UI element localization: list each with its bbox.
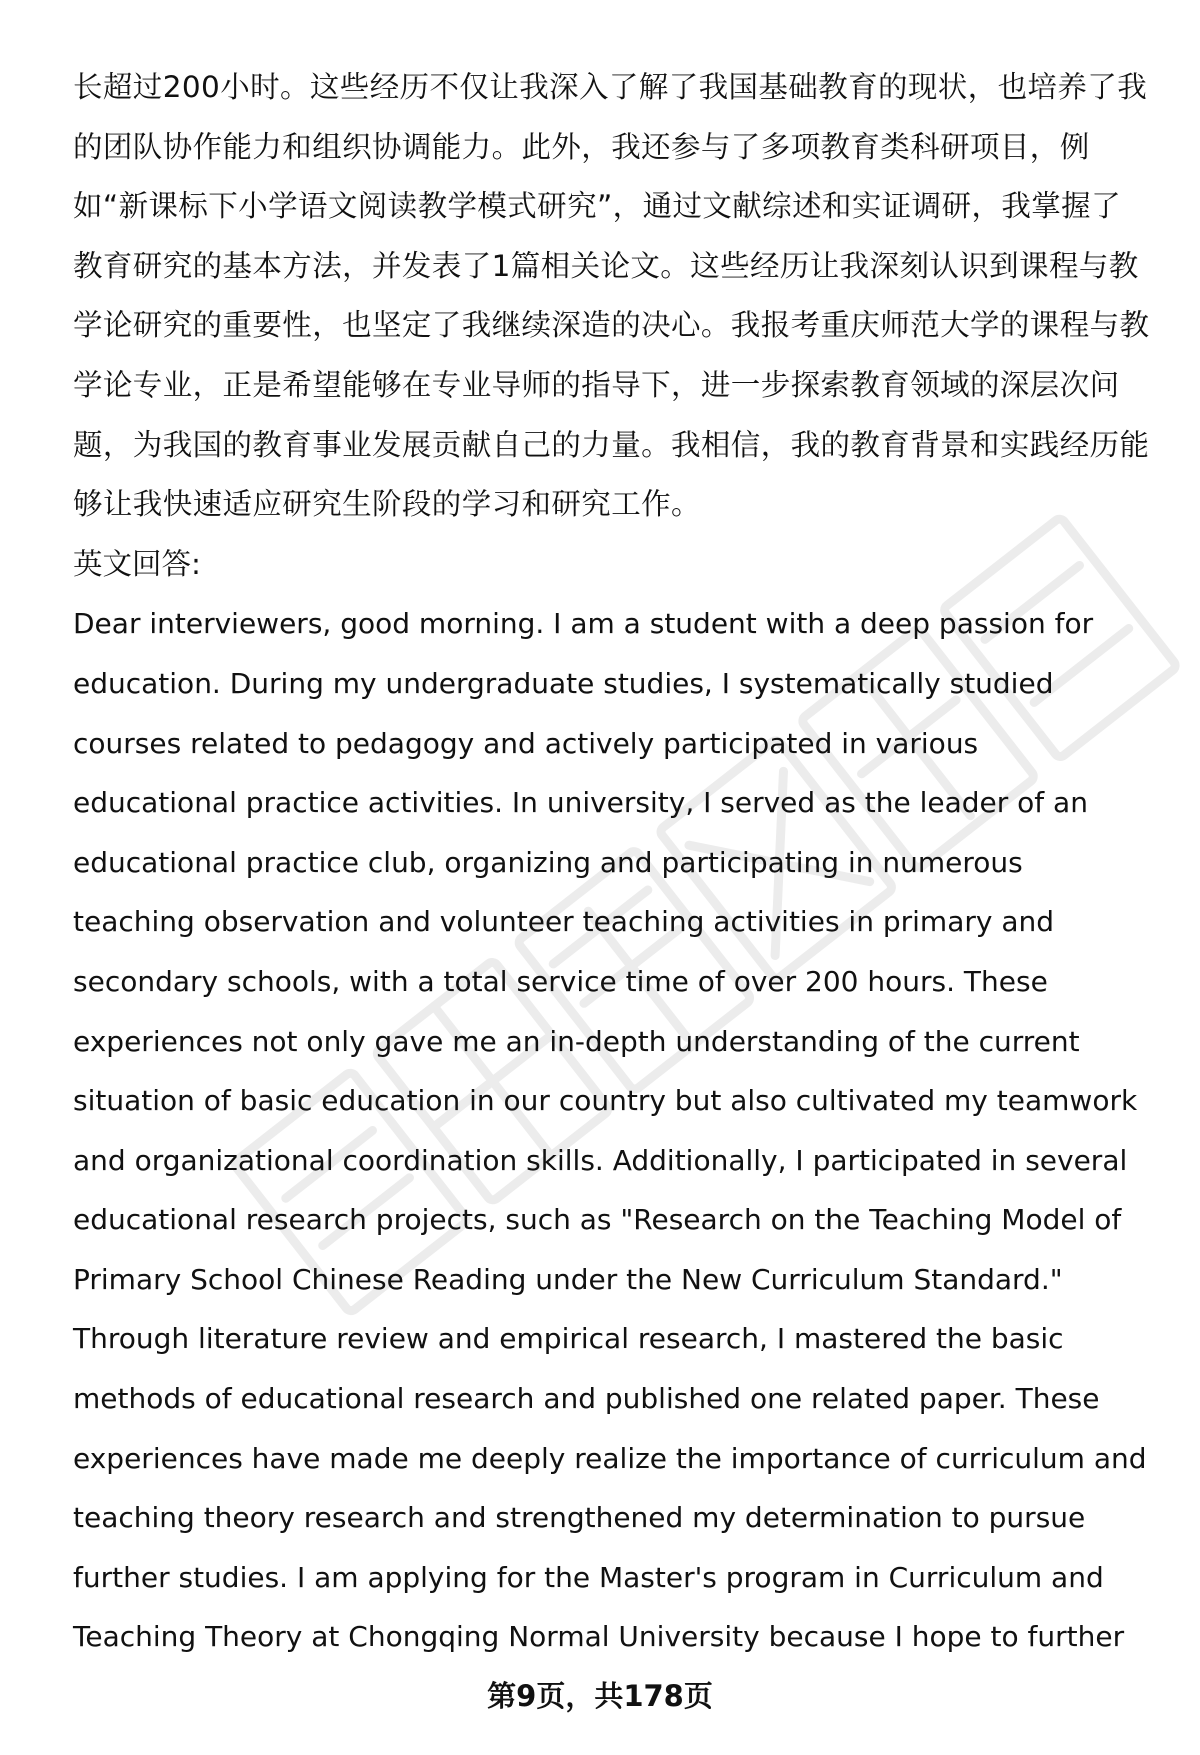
text-line: Through literature review and empirical research, I mastered the basic [73,1322,1064,1356]
text-line: 学论专业，正是希望能够在专业导师的指导下，进一步探索教育领域的深层次问 [73,367,1120,402]
text-line: methods of educational research and published one related paper. These [73,1382,1100,1416]
text-line: further studies. I am applying for the Master's program in Curriculum and [73,1560,1104,1594]
text-line: 够让我快速适应研究生阶段的学习和研究工作。 [73,487,701,522]
body-text [73,58,1158,1667]
text-line: 长超过200小时。这些经历不仅让我深入了解了我国基础教育的现状，也培养了我 [73,70,1148,104]
text-line: situation of basic education in our country but also cultivated my teamwork [73,1084,1138,1118]
text-line: 的团队协作能力和组织协调能力。此外，我还参与了多项教育类科研项目，例 [73,129,1090,164]
text-line: education. During my undergraduate studies, I systematically studied [73,666,1054,700]
text-line: experiences have made me deeply realize the importance of curriculum and [73,1441,1147,1475]
text-line: 学论研究的重要性，也坚定了我继续深造的决心。我报考重庆师范大学的课程与教 [73,308,1150,343]
text-line: 如“新课标下小学语文阅读教学模式研究”，通过文献综述和实证调研，我掌握了 [73,189,1121,224]
text-line: educational practice club, organizing and participating in numerous [73,845,1023,879]
text-line: teaching observation and volunteer teaching activities in primary and [73,905,1055,939]
section-label: 英文回答: [73,546,201,581]
text-line: Dear interviewers, good morning. I am a student with a deep passion for [73,607,1094,641]
text-line: 教育研究的基本方法，并发表了1篇相关论文。这些经历让我深刻认识到课程与教 [73,248,1139,283]
text-line: experiences not only gave me an in-depth understanding of the current [73,1024,1080,1058]
text-line: teaching theory research and strengthened my determination to pursue [73,1501,1086,1535]
text-line: secondary schools, with a total service time of over 200 hours. These [73,964,1048,998]
text-line: 题，为我国的教育事业发展贡献自己的力量。我相信，我的教育背景和实践经历能 [73,427,1150,462]
text-line: courses related to pedagogy and actively participated in various [73,726,979,760]
page-number-footer: 第9页，共178页 [487,1679,713,1713]
text-line: Primary School Chinese Reading under the New Curriculum Standard." [73,1262,1063,1296]
text-line: and organizational coordination skills. Additionally, I participated in several [73,1143,1128,1177]
text-line: educational research projects, such as "Research on the Teaching Model of [73,1203,1122,1237]
text-line: educational practice activities. In university, I served as the leader of an [73,786,1088,820]
text-line: Teaching Theory at Chongqing Normal University because I hope to further [73,1620,1125,1654]
